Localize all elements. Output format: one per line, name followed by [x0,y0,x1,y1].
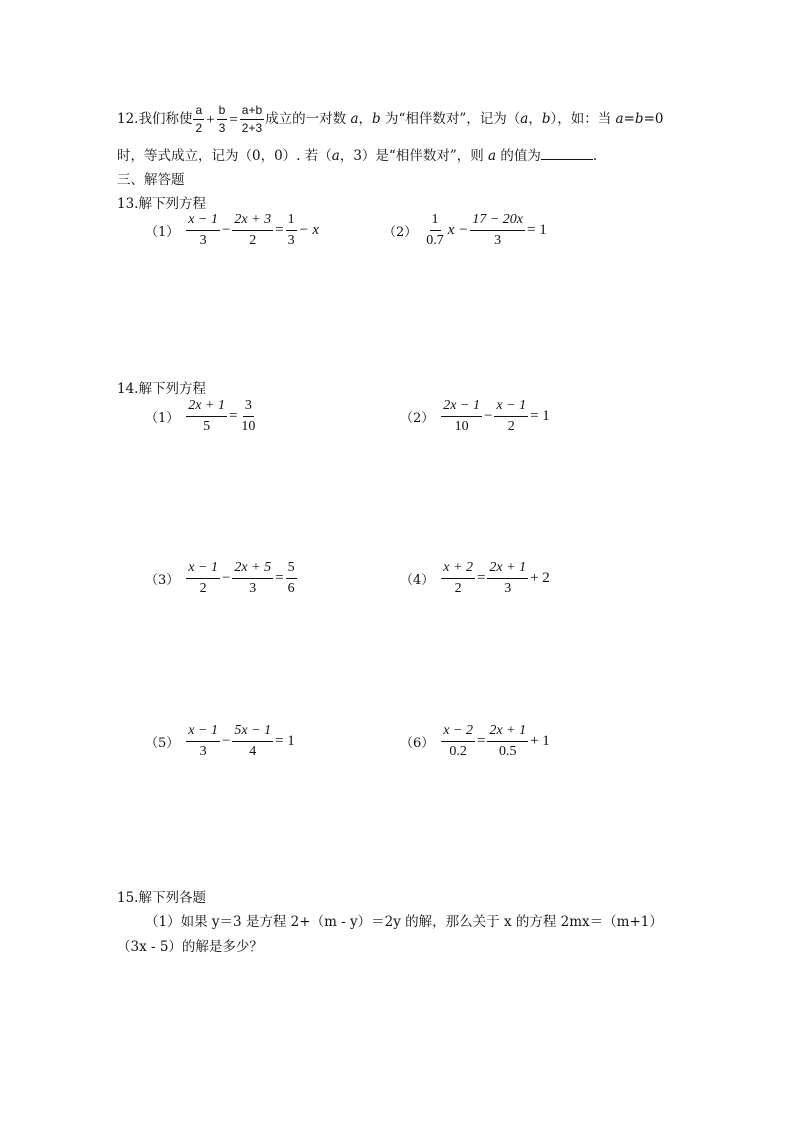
denominator: 2 [507,419,515,434]
numerator: 1 [430,212,441,231]
equation-label: （2） [400,411,435,426]
denominator: 2+3 [241,121,263,135]
fraction [286,560,297,597]
numerator: a+b [240,104,264,120]
equation-14-4 [400,560,551,597]
denominator: 10 [454,419,469,434]
fraction [186,560,220,597]
denominator: 3 [249,581,257,596]
denominator: 0.7 [426,233,444,248]
question-14-title: 14.解下列方程 [117,381,206,397]
operator: = 1 [526,222,547,238]
operator: − [221,222,231,238]
fraction [441,560,475,597]
denominator: 2 [249,233,257,248]
operator: = [275,222,284,238]
denominator: 3 [199,744,207,759]
numerator: 17 − 20x [470,212,525,231]
denominator: 3 [504,581,512,596]
fraction [232,560,273,597]
denominator: 10 [241,419,256,434]
var-a: a [350,111,359,127]
denominator: 5 [203,419,211,434]
numerator: 1 [286,212,297,231]
equation-label: （4） [400,573,435,588]
var-a: a [520,111,529,127]
operator: = [228,408,238,424]
operator: = [476,733,486,749]
fraction [186,723,220,760]
fraction [239,398,257,435]
numerator: x − 1 [186,560,220,579]
numerator: 2x + 3 [232,212,273,231]
fraction [193,104,204,135]
question-15-title: 15.解下列各题 [117,890,206,906]
question-13-title: 13.解下列方程 [117,196,206,212]
numerator: x + 2 [441,560,475,579]
operator: − [221,570,231,586]
equation-label: （1） [145,225,180,240]
equation-14-2 [400,398,551,435]
fraction [441,723,475,760]
fraction [424,212,446,249]
fraction [487,560,528,597]
equation-label: （3） [145,573,180,588]
equation-13-1 [145,212,320,249]
answer-blank[interactable] [541,145,593,160]
equation-14-6 [400,723,551,760]
operator: = [476,570,486,586]
var-a: a [488,148,497,164]
denominator: 3 [218,121,226,135]
operator: = [229,111,238,128]
denominator: 3 [494,233,502,248]
var-b: b [372,111,381,127]
question-15-part-1-line-1: （1）如果 y＝3 是方程 2+（m - y）＝2y 的解，那么关于 x 的方程 2mx＝（m+1） [145,914,663,930]
denominator: 0.2 [449,744,467,759]
text: 我们称使 [138,111,193,127]
equation-label: （6） [400,736,435,751]
fraction [470,212,525,249]
numerator: 3 [243,398,254,417]
numerator: 2x + 1 [186,398,227,417]
question-15-part-1-line-2: （3x - 5）的解是多少？ [117,939,263,955]
var-b: b [541,111,551,127]
operator: = 1 [530,408,550,424]
numerator: 2x + 1 [487,723,528,742]
text: 成立的一对数 [265,111,351,127]
fraction [186,212,220,249]
numerator: 5x − 1 [232,723,273,742]
equation-label: （2） [383,225,418,240]
var-a: a [331,148,340,164]
numerator: 5 [286,560,297,579]
text: ， [358,111,373,127]
operator: = [275,570,284,586]
text: 的值为 [496,148,541,164]
equation-14-5 [145,723,296,760]
operator: + [206,111,215,128]
denominator: 3 [287,233,295,248]
fraction [217,104,228,135]
denominator: 6 [287,581,295,596]
numerator: x − 2 [441,723,475,742]
equation-14-1 [145,398,258,435]
denominator: 0.5 [499,744,517,759]
operator: x − [447,222,469,238]
operator: + 1 [530,733,550,749]
numerator: 2x + 1 [487,560,528,579]
text: . [592,148,598,164]
operator: − x [298,222,320,238]
section-heading: 三、解答题 [117,172,185,188]
equation-14-3 [145,560,298,597]
operator: + 2 [530,570,550,586]
fraction [487,723,528,760]
denominator: 2 [454,581,462,596]
numerator: x − 1 [494,398,528,417]
numerator: a [193,104,204,120]
var-a: a [615,111,624,127]
fraction [232,212,273,249]
question-12-line-2 [117,145,597,166]
numerator: b [217,104,228,120]
text: 为“相伴数对”，记为（ [380,111,521,127]
denominator: 2 [195,121,203,135]
text: =0 [643,111,664,127]
fraction [240,104,264,135]
operator: − [221,733,231,749]
equation-13-2 [383,212,548,249]
operator: − [483,408,493,424]
numerator: 2x − 1 [441,398,482,417]
fraction [232,723,273,760]
text: ，3）是“相伴数对”，则 [339,148,489,164]
denominator: 2 [199,581,207,596]
text: ），如：当 [550,111,616,127]
text: 时，等式成立，记为（0，0）. 若（ [117,148,332,164]
fraction [286,212,297,249]
var-b: b [634,111,644,127]
question-12-line-1 [117,104,663,135]
numerator: x − 1 [186,212,220,231]
equation-label: （1） [145,411,180,426]
fraction [494,398,528,435]
text: ， [528,111,542,127]
numerator: x − 1 [186,723,220,742]
fraction [186,398,227,435]
fraction [441,398,482,435]
denominator: 4 [249,744,257,759]
numerator: 2x + 5 [232,560,273,579]
denominator: 3 [199,233,207,248]
question-number: 12. [117,111,139,127]
text: = [623,111,635,127]
equation-label: （5） [145,736,180,751]
operator: = 1 [275,733,295,749]
